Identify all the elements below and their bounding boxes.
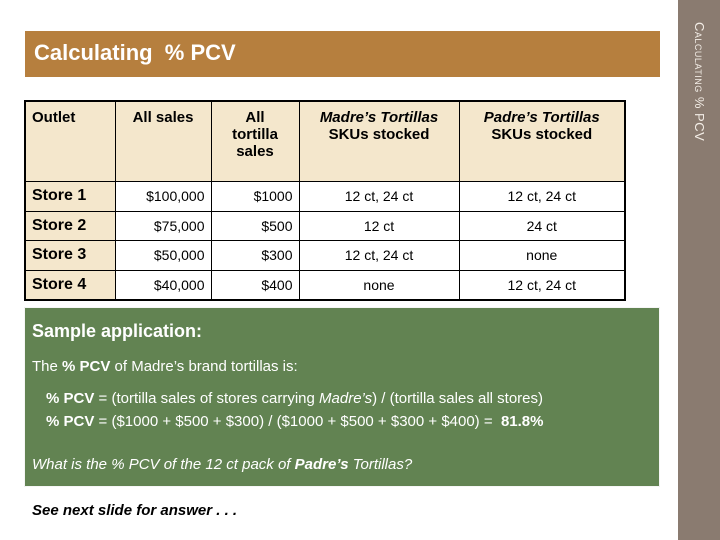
cell-madre: none xyxy=(299,270,459,300)
cell-tortilla-sales: $300 xyxy=(211,241,299,271)
slide-title: Calculating % PCV xyxy=(34,40,236,65)
header-outlet: Outlet xyxy=(25,101,115,182)
formula-result: 81.8% xyxy=(500,413,544,430)
footer-note: See next slide for answer . . . xyxy=(32,502,238,519)
cell-outlet: Store 3 xyxy=(25,241,115,271)
cell-all-sales: $50,000 xyxy=(115,241,211,271)
cell-madre: 12 ct, 24 ct xyxy=(299,241,459,271)
header-all-tortilla-sales: All tortilla sales xyxy=(211,101,299,182)
header-padre: Padre’s Tortillas SKUs stocked xyxy=(459,101,625,182)
cell-tortilla-sales: $1000 xyxy=(211,182,299,212)
table-row xyxy=(25,241,625,271)
formula-calculation: % PCV = ($1000 + $500 + $300) / ($1000 + $500 + $300 + $400) = 81.8% xyxy=(46,413,544,430)
header-padre-brand: Padre’s Tortillas xyxy=(483,109,600,126)
cell-madre: 12 ct xyxy=(299,211,459,241)
cell-all-sales: $75,000 xyxy=(115,211,211,241)
side-title-text: Calculating % PCV xyxy=(692,22,707,142)
cell-padre: none xyxy=(459,241,625,271)
application-question: What is the % PCV of the 12 ct pack of Padre’s Tortillas? xyxy=(32,456,413,473)
table-row xyxy=(25,182,625,212)
cell-padre: 12 ct, 24 ct xyxy=(459,270,625,300)
cell-all-sales: $100,000 xyxy=(115,182,211,212)
cell-tortilla-sales: $500 xyxy=(211,211,299,241)
cell-madre: 12 ct, 24 ct xyxy=(299,182,459,212)
application-heading: Sample application: xyxy=(32,321,203,341)
header-madre-brand: Madre’s Tortillas xyxy=(319,109,439,126)
title-band xyxy=(25,31,660,77)
cell-tortilla-sales: $400 xyxy=(211,270,299,300)
formula-definition: % PCV = (tortilla sales of stores carrying Madre’s) / (tortilla sales all stores) xyxy=(46,390,543,407)
table-row xyxy=(25,211,625,241)
table-header-row xyxy=(25,101,625,182)
cell-padre: 12 ct, 24 ct xyxy=(459,182,625,212)
cell-outlet: Store 4 xyxy=(25,270,115,300)
cell-outlet: Store 2 xyxy=(25,211,115,241)
sample-application-box xyxy=(25,308,659,486)
table-row xyxy=(25,270,625,300)
cell-outlet: Store 1 xyxy=(25,182,115,212)
header-all-sales: All sales xyxy=(115,101,211,182)
header-madre: Madre’s Tortillas SKUs stocked xyxy=(299,101,459,182)
side-title xyxy=(678,0,720,540)
cell-all-sales: $40,000 xyxy=(115,270,211,300)
pcv-table xyxy=(24,100,626,301)
application-intro: The % PCV of Madre’s brand tortillas is: xyxy=(32,358,298,375)
cell-padre: 24 ct xyxy=(459,211,625,241)
